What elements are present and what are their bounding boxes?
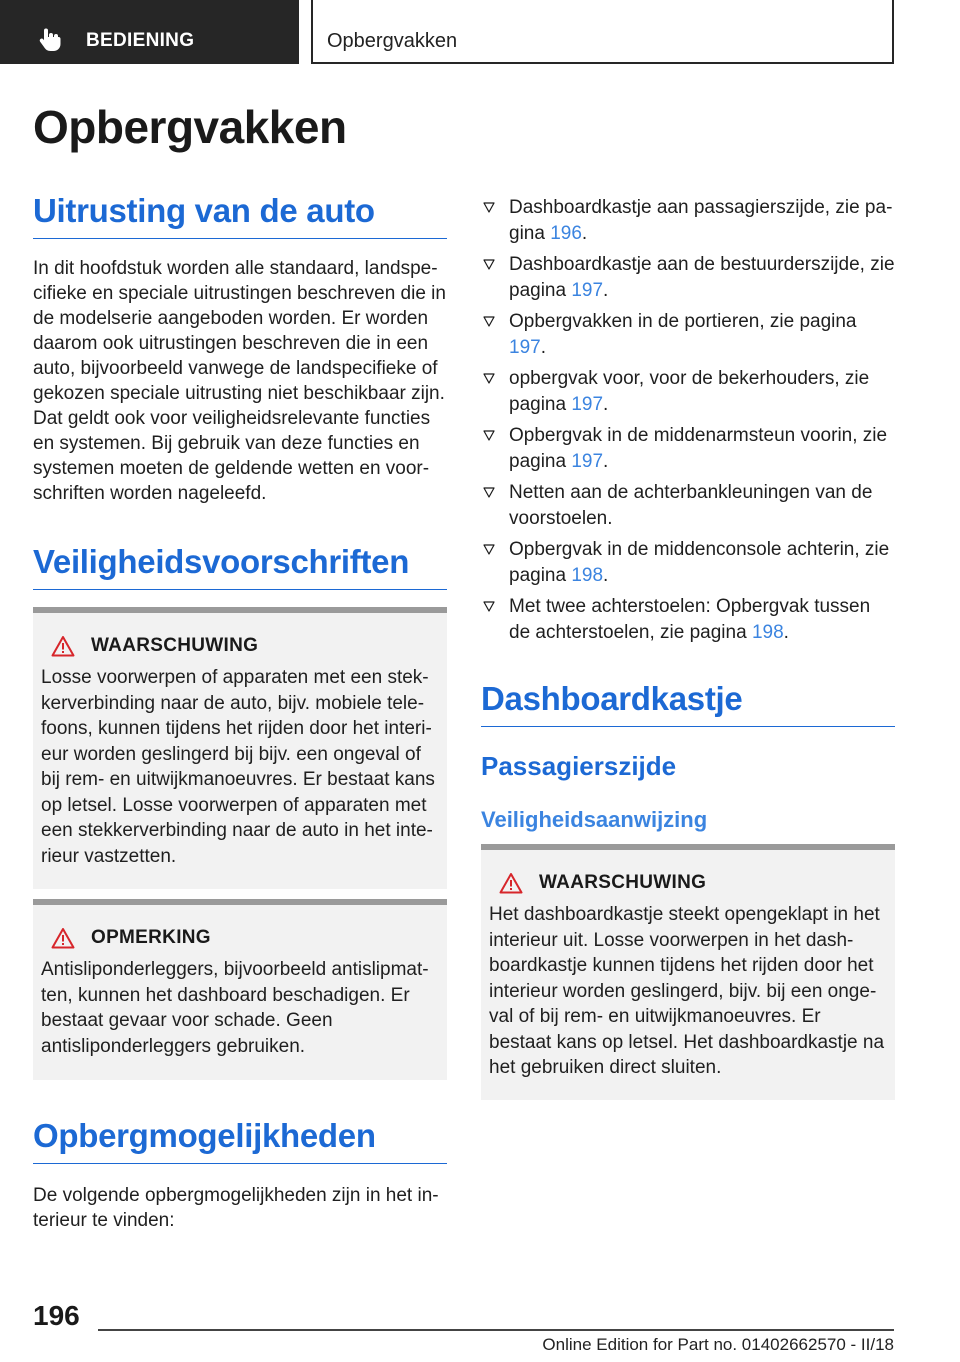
page-reference-link[interactable]: 197: [571, 393, 604, 415]
subsection-title-passagierszijde: Passagierszijde: [481, 751, 677, 781]
list-item: [481, 480, 895, 531]
list-item-text: Opbergvakken in de portieren, zie pagina: [509, 311, 857, 332]
notice-box: [33, 899, 447, 1080]
page-reference-link[interactable]: 197: [571, 450, 604, 472]
section-text-opbergmogelijkheden: De volgende opbergmogelijkheden zijn in het interieur te vinden:: [33, 1185, 439, 1231]
hand-pointer-icon: [38, 26, 64, 52]
bullet-triangle-icon: [483, 259, 495, 270]
section-title-dashboardkastje: Dashboardkastje: [481, 680, 895, 727]
warning-box-dashboardkastje: [481, 844, 895, 1100]
warning-triangle-icon: [499, 872, 523, 894]
page-reference-link[interactable]: 197: [571, 279, 604, 301]
list-item: [481, 195, 895, 246]
footer-edition: Online Edition for Part no. 01402662570 - II/18: [542, 1335, 894, 1354]
page-reference-link[interactable]: 197: [509, 336, 541, 358]
list-item-end: .: [603, 279, 609, 301]
bullet-triangle-icon: [483, 601, 495, 612]
section-label: BEDIENING: [86, 30, 195, 51]
list-item: [481, 252, 895, 303]
list-item-text: Opbergvak in de middenarmsteun voorin, zie pagina: [509, 425, 888, 472]
bullet-triangle-icon: [483, 373, 495, 384]
bullet-triangle-icon: [483, 316, 495, 327]
list-item: [481, 423, 895, 474]
storage-list: [481, 195, 895, 651]
section-tab: [0, 0, 299, 64]
section-title-veiligheid: Veiligheidsvoorschriften: [33, 543, 447, 590]
list-item-end: .: [603, 450, 609, 472]
list-item: [481, 309, 895, 360]
list-item-text: Netten aan de achterbankleuningen van de voorstoelen.: [509, 482, 873, 529]
warning-box: [33, 607, 447, 889]
warning-text: Losse voorwerpen of apparaten met een stekkerverbinding naar de auto, bijv. mobiele telefoons, kunnen tijdens het rijden door het interieur worden geslingerd bij bijv. een ongeval of bij rem- en uitwijkmanoeuvres. Er bestaat kans op letsel. Losse voorwerpen of apparaten met een stekkerverbinding naar de auto in het interieur vastzetten.: [41, 667, 435, 867]
page-reference-link[interactable]: 196: [550, 222, 582, 244]
page-reference-link[interactable]: 198: [751, 621, 784, 643]
chapter-label: Opbergvakken: [327, 30, 458, 52]
warning-triangle-icon: [51, 927, 75, 949]
warning-title: WAARSCHUWING: [539, 872, 707, 893]
bullet-triangle-icon: [483, 544, 495, 555]
section-title-uitrusting: Uitrusting van de auto: [33, 192, 447, 239]
list-item-text: opbergvak voor, voor de bekerhouders, zie pagina: [509, 368, 870, 415]
list-item-text: Dashboardkastje aan de bestuurderszijde, zie pagina: [509, 254, 895, 301]
list-item-text: Dashboardkastje aan passagierszijde, zie pagina: [509, 197, 893, 244]
section-text-uitrusting: In dit hoofdstuk worden alle standaard, landspecifieke en speciale uitrustingen beschreven die in de modelserie aangeboden worden. Er worden daarom ook uitrustingen beschreven die in een auto, bijvoorbeeld vanwege de landspecifieke of gekozen speciale uitrusting niet beschikbaar zijn. Dat geldt ook voor veiligheidsrelevante functies en systemen. Bij gebruik van deze functies en systemen moeten de geldende wetten en voorschriften worden nageleefd.: [33, 258, 446, 504]
list-item: [481, 594, 895, 645]
page-header: [0, 0, 960, 66]
list-item: [481, 366, 895, 417]
warning-title: WAARSCHUWING: [91, 635, 259, 656]
list-item-text: Met twee achterstoelen: Opbergvak tussen de achterstoelen, zie pagina: [509, 596, 871, 643]
footer-divider: [98, 1329, 894, 1331]
page-title: Opbergvakken: [33, 101, 347, 153]
bullet-triangle-icon: [483, 487, 495, 498]
page-number: 196: [33, 1300, 80, 1331]
list-item: [481, 537, 895, 588]
bullet-triangle-icon: [483, 202, 495, 213]
list-item-text: Opbergvak in de middenconsole achterin, zie pagina: [509, 539, 890, 586]
bullet-triangle-icon: [483, 430, 495, 441]
list-item-end: .: [603, 393, 609, 415]
subsubsection-title-veiligheidsaanwijzing: Veiligheidsaanwijzing: [481, 807, 708, 832]
list-item-end: .: [603, 564, 609, 586]
list-item-end: .: [783, 621, 789, 643]
list-item-end: .: [581, 222, 588, 244]
notice-title: OPMERKING: [91, 927, 211, 948]
list-item-end: .: [540, 336, 546, 358]
warning-triangle-icon: [51, 635, 75, 657]
warning-text: Het dashboardkastje steekt opengeklapt in het interieur uit. Losse voorwerpen in het dashboardkastje kunnen tijdens het rijden door het interieur worden geslingerd, bijv. bij een ongeval of bij rem- en uitwijkmanoeuvres. Er bestaat kans op letsel. Het dashboardkastje na het gebruiken direct sluiten.: [489, 904, 885, 1078]
section-title-opbergmogelijkheden: Opbergmogelijkheden: [33, 1117, 447, 1164]
chapter-box: [311, 0, 894, 64]
page-reference-link[interactable]: 198: [571, 564, 604, 586]
notice-text: Antisliponderleggers, bijvoorbeeld antislipmatten, kunnen het dashboard beschadigen. Er bestaat gevaar voor schade. Geen antisliponderleggers gebruiken.: [41, 959, 429, 1057]
